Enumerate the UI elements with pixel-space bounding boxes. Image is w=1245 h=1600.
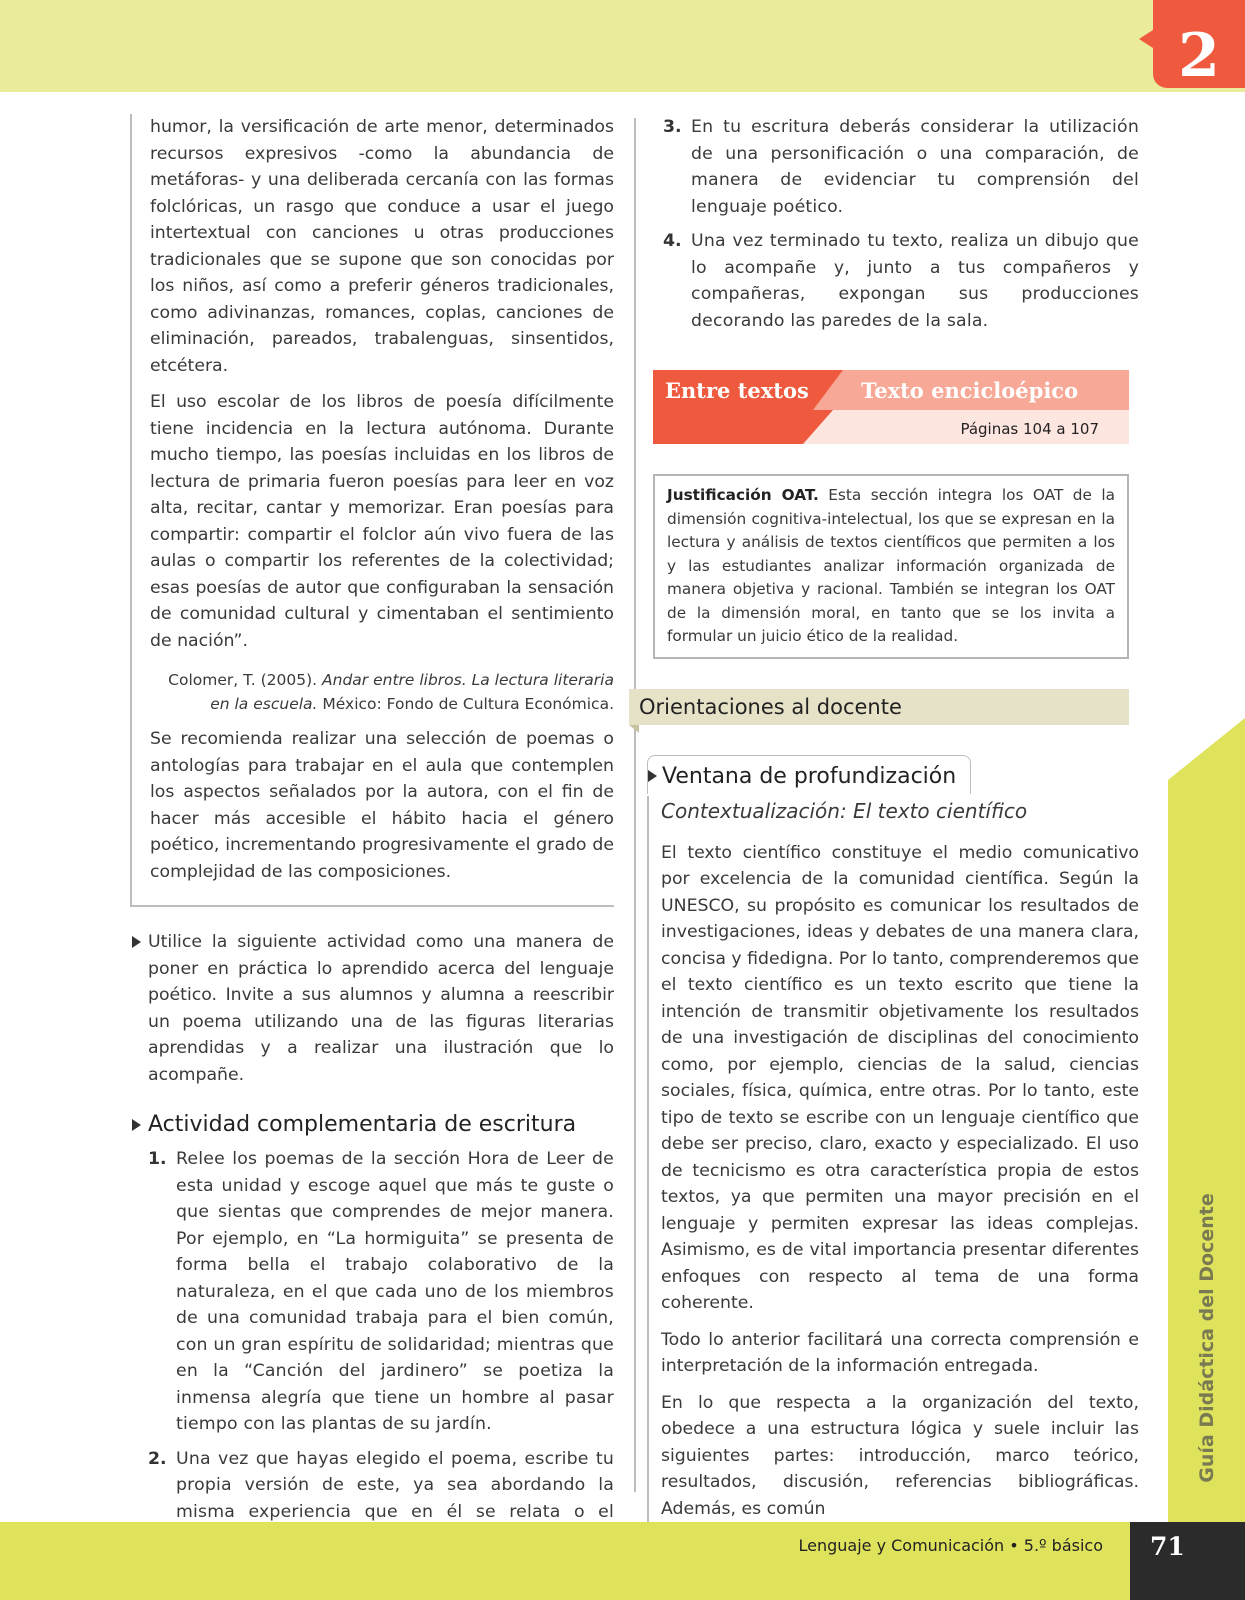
triangle-bullet-icon [648,770,657,782]
oat-justification-box [653,474,1129,659]
list-item [663,114,1139,220]
item-number: 2. [148,1448,167,1469]
list-item [663,228,1139,334]
context-subtitle: Contextualización: El texto científico [661,798,1028,823]
section-banner [653,370,1129,444]
item-number: 3. [663,117,682,137]
activity-list [148,1146,614,1552]
triangle-bullet-icon [132,1119,141,1131]
item-text: Una vez terminado tu texto, realiza un dibujo que lo acompañe y, junto a tus compañeros y compañeras, expongan sus producciones decorando las paredes de la sala. [691,231,1139,331]
ventana-section [647,755,1139,1523]
item-text: En tu escritura deberás considerar la utilización de una personificación o una comparación, de manera de evidenciar tu comprensión del lenguaje poético. [691,117,1139,217]
instruction-bullet [130,929,614,1088]
citation-title: Andar entre libros. La lectura literaria en la escuela. [210,671,614,713]
quote-paragraph-1: humor, la versificación de arte menor, determinados recursos expresivos -como la abundancia de metáforas- y una deliberada cercanía con las formas folclóricas, un rasgo que conduce a usar el juego intertextual con canciones u otras producciones tradicionales que se supone que son conocidas por los niños, así como a preferir géneros tradicionales, como adivinanzas, romances, coplas, canciones de eliminación, pareados, trabalenguas, sinsentidos, etcétera. [150,117,614,376]
page-number: 71 [1130,1522,1245,1600]
top-band [0,0,1245,92]
quote-box [130,114,614,907]
triangle-bullet-icon [132,936,141,948]
oat-label: Justificación OAT. [667,486,819,504]
banner-label-right: Texto encicloépico [861,378,1079,403]
item-number: 4. [663,231,682,251]
banner-label-left: Entre textos [665,378,809,403]
list-item [148,1146,614,1438]
activity-title-text: Actividad complementaria de escritura [148,1112,577,1137]
science-paragraph-3: En lo que respecta a la organización del texto, obedece a una estructura lógica y suele incluir las siguientes partes: introducción, marco teórico, resultados, discusión, referencias bibliográficas. Además, es común [661,1392,1139,1519]
item-text: Relee los poemas de la sección Hora de Leer de esta unidad y escoge aquel que más te guste o que sientas que comprendes de mejor manera. Por ejemplo, en “La hormiguita” se presenta de forma bella el trabajo colaborativo de la naturaleza, en el que cada uno de los miembros de una comunidad trabaja para el bien común, con un gran espíritu de solidaridad; mientras que en la “Canción del jardinero” se poetiza la inmensa alegría que tiene un hombre al pasar tiempo con las plantas de su jardín. [176,1149,614,1434]
citation-publisher: México: Fondo de Cultura Económica. [317,695,614,713]
footer-band [0,1522,1245,1600]
ventana-title [647,755,971,794]
item-number: 1. [148,1149,167,1169]
ventana-body [647,796,1139,1523]
banner-pages: Páginas 104 a 107 [960,420,1099,438]
sidebar-wedge [1168,718,1245,780]
quote-paragraph-2: El uso escolar de los libros de poesía difícilmente tiene incidencia en la lectura autónoma. Durante mucho tiempo, las poesías incluidas en los libros de lectura de primaria fueron poesías para leer en voz alta, recitar, cantar y memorizar. Eran poesías para compartir: compartir el folclor aún vivo fuera de las aulas o compartir los referentes de la colectividad; esas poesías de autor que configuraban la sensación de comunidad cultural y cimentaban el sentimiento de nación”. [150,392,614,651]
science-paragraph-1: El texto científico constituye el medio comunicativo por excelencia de la comunidad científica. Según la UNESCO, su propósito es comunicar los resultados de investigaciones, ideas y debates de una manera clara, concisa y fidedigna. Por lo tanto, comprenderemos que el texto científico es un texto escrito que tiene la intención de transmitir objetivamente los resultados de una investigación de disciplinas del conocimiento como, por ejemplo, ciencias de la salud, ciencias sociales, física, química, entre otras. Por lo tanto, este tipo de texto se escribe con un lenguaje científico que debe ser preciso, claro, exacto y especializado. El uso de tecnicismo es otra característica propia de estos textos, ya que permiten una mayor precisión en el lenguaje y permiten expresar las ideas complejas. Asimismo, es de vital importancia presentar diferentes enfoques con respecto al tema de una forma coherente. [661,842,1139,1313]
left-column [130,114,614,1560]
activity-list-continued [663,114,1139,334]
activity-title [130,1110,614,1140]
item-text: Una vez que hayas elegido el poema, escribe tu propia versión de este, ya sea abordando la misma experiencia que en él se relata o el [176,1448,614,1522]
unit-number-tab: 2 [1153,0,1245,88]
orientaciones-heading: Orientaciones al docente [629,689,1129,725]
recommendation-paragraph: Se recomienda realizar una selección de poemas o antologías para trabajar en el aula que contemplen los aspectos señalados por la autora, con el fin de hacer más accesible el hábito hacia el género poético, incrementando progresivamente el grado de complejidad de las composiciones. [150,729,614,882]
footer-subject: Lenguaje y Comunicación • 5.º básico [798,1536,1103,1555]
science-paragraph-2: Todo lo anterior facilitará una correcta comprensión e interpretación de la información entregada. [661,1329,1139,1376]
instruction-text: Utilice la siguiente actividad como una manera de poner en práctica lo aprendido acerca del lenguaje poético. Invite a sus alumnos y alumna a reescribir un poema utilizando una de las figuras literarias aprendidas y a realizar una ilustración que lo acompañe. [148,932,614,1085]
sidebar-vertical-title: Guía Didáctica del Docente [1196,1193,1218,1483]
right-column [635,114,1139,1532]
citation [150,668,614,716]
ventana-title-text: Ventana de profundización [662,763,957,789]
oat-text: Esta sección integra los OAT de la dimensión cognitiva-intelectual, los que se expresan en la lectura y análisis de textos científicos que permiten a los y las estudiantes analizar información organizada de manera objetiva y racional. También se integran los OAT de la dimensión moral, en tanto que se los invita a formular un juicio ético de la realidad. [667,486,1115,645]
citation-author: Colomer, T. (2005). [168,671,323,689]
